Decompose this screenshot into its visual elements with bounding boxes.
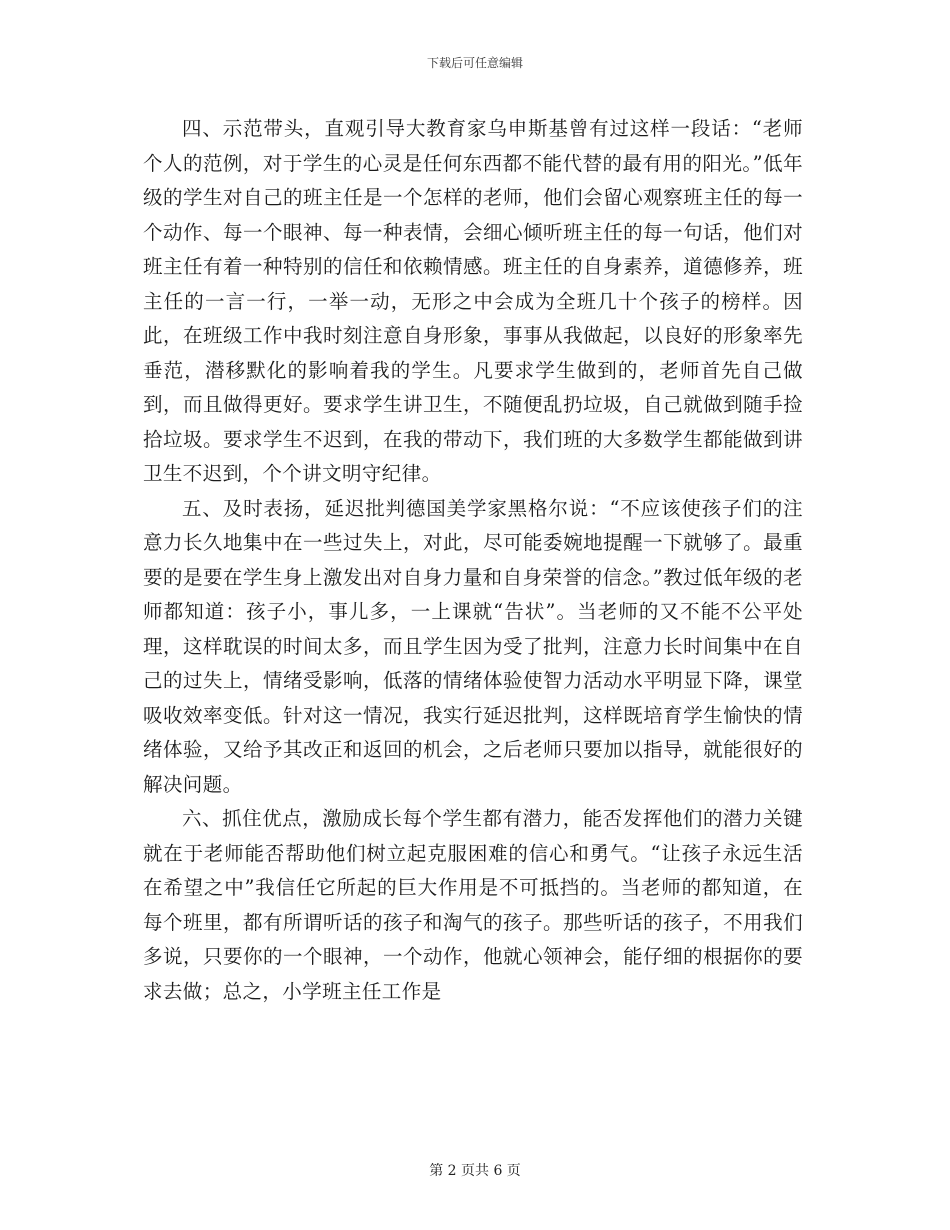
paragraph-praise: 五、及时表扬，延迟批判德国美学家黑格尔说：“不应该使孩子们的注意力长久地集中在一些过失上，对此，尽可能委婉地提醒一下就够了。最重要的是要在学生身上激发出对自身力量和自身荣誉的信念。”教过低年级的老师都知道：孩子小，事儿多，一上课就“告状”。当老师的又不能不公平处理，这样耽误的时间太多，而且学生因为受了批判，注意力长时间集中在自己的过失上，情绪受影响，低落的情绪体验使智力活动水平明显下降，课堂吸收效率变低。针对这一情况，我实行延迟批判，这样既培育学生愉快的情绪体验，又给予其改正和返回的机会，之后老师只要加以指导，就能很好的解决问题。 [143,496,803,796]
page-header: 下载后可任意编辑 [426,56,523,70]
paragraph-demonstration: 四、示范带头，直观引导大教育家乌申斯基曾有过这样一段话：“老师个人的范例，对于学生的心灵是任何东西都不能代替的最有用的阳光。”低年级的学生对自己的班主任是一个怎样的老师，他们会留心观察班主任的每一个动作、每一个眼神、每一种表情，会细心倾听班主任的每一句话，他们对班主任有着一种特别的信任和依赖情感。班主任的自身素养，道德修养，班主任的一言一行，一举一动，无形之中会成为全班几十个孩子的榜样。因此，在班级工作中我时刻注意自身形象，事事从我做起，以良好的形象率先垂范，潜移默化的影响着我的学生。凡要求学生做到的，老师首先自己做到，而且做得更好。要求学生讲卫生，不随便乱扔垃圾，自己就做到随手捡拾垃圾。要求学生不迟到，在我的带动下，我们班的大多数学生都能做到讲卫生不迟到，个个讲文明守纪律。 [143,117,803,485]
paragraph-strengths: 六、抓住优点，激励成长每个学生都有潜力，能否发挥他们的潜力关键就在于老师能否帮助他们树立起克服困难的信心和勇气。“让孩子永远生活在希望之中”我信任它所起的巨大作用是不可抵挡的。当老师的都知道，在每个班里，都有所谓听话的孩子和淘气的孩子。那些听话的孩子，不用我们多说，只要你的一个眼神，一个动作，他就心领神会，能仔细的根据你的要求去做；总之，小学班主任工作是 [143,807,803,1003]
page-number-footer: 第 2 页共 6 页 [429,1163,521,1179]
document-body [143,112,803,1009]
